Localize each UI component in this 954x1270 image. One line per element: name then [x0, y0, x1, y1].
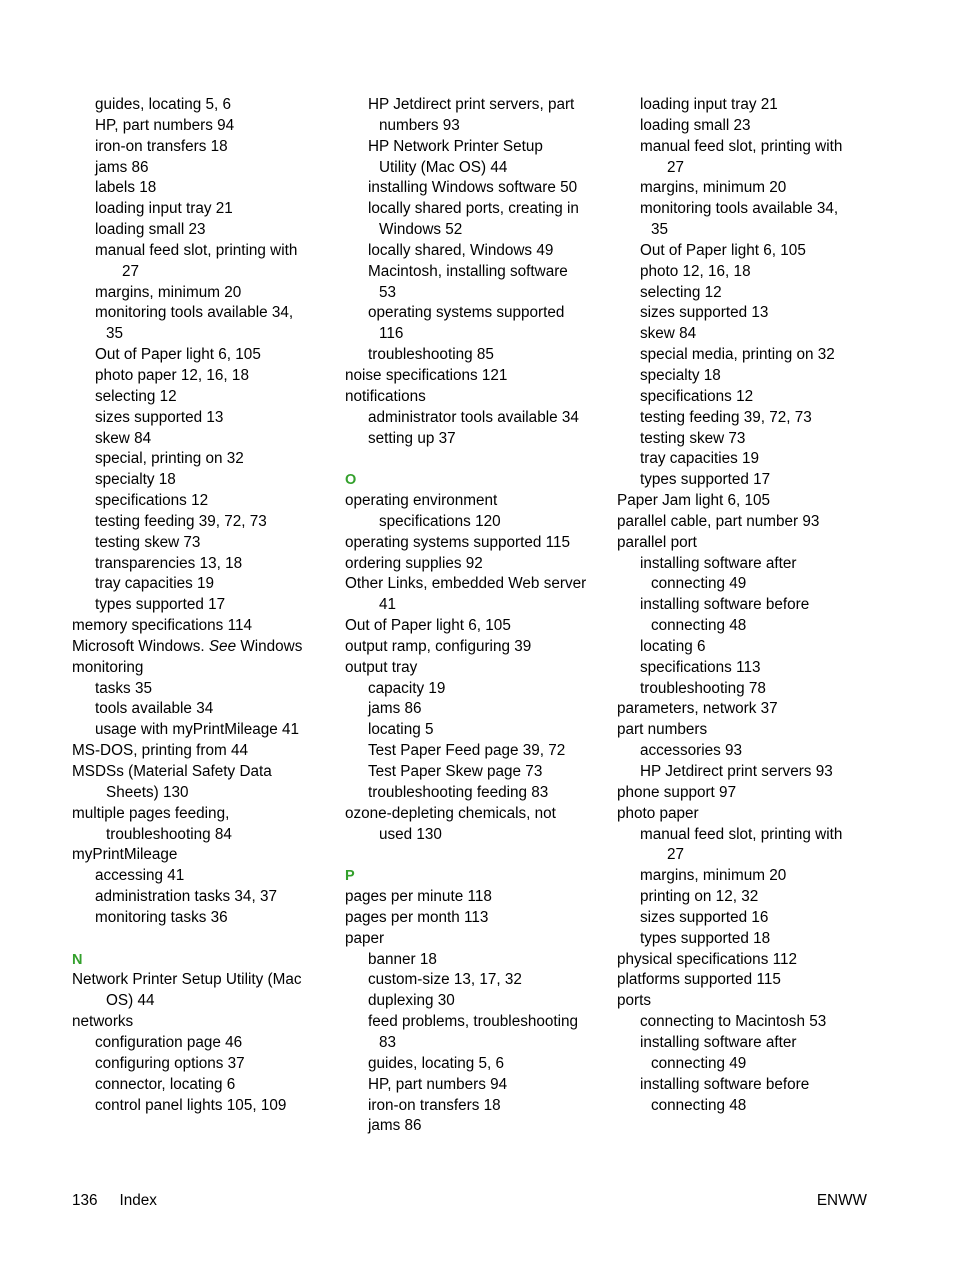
index-entry-text: Microsoft Windows. — [72, 637, 209, 655]
index-entry: accessories 93 — [640, 742, 743, 760]
index-entry: selecting 12 — [95, 387, 177, 405]
index-entry: troubleshooting 78 — [640, 679, 766, 697]
index-entry: 27 — [122, 262, 140, 280]
index-column-3 — [617, 95, 879, 1116]
index-entry: margins, minimum 20 — [640, 867, 787, 885]
index-entry: Sheets) 130 — [106, 783, 189, 801]
index-entry: types supported 18 — [640, 929, 771, 947]
index-entry: connector, locating 6 — [95, 1075, 236, 1093]
index-entry: testing skew 73 — [640, 429, 746, 447]
index-entry: Out of Paper light 6, 105 — [95, 346, 261, 364]
index-entry: memory specifications 114 — [72, 617, 252, 635]
index-entry: 35 — [651, 221, 669, 239]
index-entry: installing software after — [640, 554, 797, 572]
page-footer-left — [72, 1191, 157, 1211]
index-entry: loading small 23 — [95, 221, 206, 239]
index-entry: banner 18 — [368, 950, 437, 968]
index-entry: part numbers — [617, 721, 708, 739]
index-entry: administration tasks 34, 37 — [95, 888, 277, 906]
index-entry: phone support 97 — [617, 783, 737, 801]
index-entry: Windows 52 — [379, 221, 463, 239]
index-entry: monitoring tools available 34, — [95, 304, 294, 322]
index-entry: ports — [617, 992, 652, 1010]
index-entry: connecting 49 — [651, 575, 747, 593]
index-letter-heading: N — [72, 951, 83, 968]
index-entry: administrator tools available 34 — [368, 408, 579, 426]
index-entry: specifications 113 — [640, 658, 761, 676]
index-entry: jams 86 — [368, 1117, 422, 1135]
index-letter-heading: P — [345, 868, 355, 885]
index-entry — [72, 637, 334, 658]
index-entry: operating systems supported — [368, 304, 565, 322]
index-entry: HP, part numbers 94 — [95, 116, 235, 134]
index-entry: connecting to Macintosh 53 — [640, 1013, 827, 1031]
index-entry: installing software after — [640, 1033, 797, 1051]
index-column-1 — [72, 95, 334, 1116]
index-entry: 35 — [106, 325, 124, 343]
index-entry: parallel cable, part number 93 — [617, 512, 820, 530]
index-entry: 83 — [379, 1033, 397, 1051]
index-entry: jams 86 — [95, 158, 149, 176]
section-spacer — [345, 845, 607, 866]
index-entry: feed problems, troubleshooting — [368, 1013, 579, 1031]
index-entry: Test Paper Feed page 39, 72 — [368, 742, 566, 760]
index-entry: HP Jetdirect print servers 93 — [640, 763, 833, 780]
index-entry: Test Paper Skew page 73 — [368, 763, 543, 780]
index-entry: Out of Paper light 6, 105 — [345, 617, 511, 635]
index-entry: printing on 12, 32 — [640, 888, 759, 906]
index-entry: HP, part numbers 94 — [368, 1075, 508, 1093]
index-entry: sizes supported 16 — [640, 908, 769, 926]
index-entry: installing software before — [640, 596, 810, 614]
index-entry: loading small 23 — [640, 116, 751, 134]
index-entry: loading input tray 21 — [95, 200, 233, 218]
index-entry: troubleshooting 84 — [106, 825, 232, 843]
section-spacer — [345, 449, 607, 470]
index-entry: connecting 48 — [651, 1096, 747, 1114]
index-entry: MS-DOS, printing from 44 — [72, 742, 248, 760]
index-entry: locally shared, Windows 49 — [368, 241, 554, 259]
index-entry: transparencies 13, 18 — [95, 554, 243, 572]
index-entry: tray capacities 19 — [95, 575, 215, 593]
index-entry: 27 — [667, 846, 685, 864]
page-number: 136 — [72, 1192, 98, 1209]
index-entry: noise specifications 121 — [345, 366, 508, 384]
index-entry: monitoring tools available 34, — [640, 200, 839, 218]
index-entry: special, printing on 32 — [95, 450, 244, 468]
index-entry: installing Windows software 50 — [368, 179, 578, 197]
index-entry: networks — [72, 1013, 134, 1031]
index-entry: numbers 93 — [379, 116, 460, 134]
index-entry: iron-on transfers 18 — [368, 1096, 501, 1114]
index-entry: physical specifications 112 — [617, 950, 797, 968]
see-reference-keyword: See — [208, 637, 237, 655]
index-entry: monitoring tasks 36 — [95, 908, 228, 926]
index-entry: types supported 17 — [640, 471, 771, 489]
page-footer-right: ENWW — [816, 1192, 867, 1209]
index-entry: 27 — [667, 158, 685, 176]
index-entry: duplexing 30 — [368, 992, 455, 1010]
index-entry: paper — [345, 929, 385, 947]
index-entry: special media, printing on 32 — [640, 346, 835, 364]
section-spacer — [72, 929, 334, 950]
index-entry: Network Printer Setup Utility (Mac — [72, 971, 302, 989]
index-entry: manual feed slot, printing with — [640, 137, 843, 155]
index-entry: parameters, network 37 — [617, 700, 778, 718]
index-column-2 — [345, 95, 607, 1137]
index-entry: photo paper — [617, 804, 699, 822]
index-entry: output tray — [345, 658, 418, 676]
index-entry: configuration page 46 — [95, 1033, 243, 1051]
index-entry: locally shared ports, creating in — [368, 200, 579, 218]
index-entry: sizes supported 13 — [95, 408, 224, 426]
index-entry: manual feed slot, printing with — [640, 825, 843, 843]
index-entry: monitoring — [72, 658, 144, 676]
index-entry: jams 86 — [368, 700, 422, 718]
index-entry: testing feeding 39, 72, 73 — [640, 408, 812, 426]
index-entry: locating 5 — [368, 721, 434, 739]
index-entry: specialty 18 — [95, 471, 176, 489]
index-entry: Out of Paper light 6, 105 — [640, 241, 806, 259]
index-entry: pages per month 113 — [345, 908, 489, 926]
index-entry: photo paper 12, 16, 18 — [95, 366, 249, 384]
index-entry: margins, minimum 20 — [95, 283, 242, 301]
index-entry: output ramp, configuring 39 — [345, 637, 532, 655]
index-entry: ordering supplies 92 — [345, 554, 483, 572]
index-entry: configuring options 37 — [95, 1054, 245, 1072]
index-entry: troubleshooting 85 — [368, 346, 494, 364]
index-entry: guides, locating 5, 6 — [368, 1054, 505, 1072]
index-entry: Utility (Mac OS) 44 — [379, 158, 508, 176]
index-entry: parallel port — [617, 533, 697, 551]
index-entry: tasks 35 — [95, 679, 152, 697]
index-entry: troubleshooting feeding 83 — [368, 783, 549, 801]
index-entry: Macintosh, installing software — [368, 262, 568, 280]
index-entry: photo 12, 16, 18 — [640, 262, 751, 280]
index-entry: notifications — [345, 387, 426, 405]
index-entry: connecting 48 — [651, 617, 747, 635]
index-entry: skew 84 — [640, 325, 697, 343]
index-entry: specifications 12 — [95, 492, 209, 510]
index-entry: 116 — [379, 325, 404, 343]
index-entry: accessing 41 — [95, 867, 185, 885]
index-entry: installing software before — [640, 1075, 810, 1093]
index-entry: capacity 19 — [368, 679, 446, 697]
index-entry: connecting 49 — [651, 1054, 747, 1072]
index-entry: tools available 34 — [95, 700, 214, 718]
index-entry: selecting 12 — [640, 283, 722, 301]
index-entry: guides, locating 5, 6 — [95, 96, 232, 113]
index-entry: multiple pages feeding, — [72, 804, 230, 822]
index-entry: Other Links, embedded Web server — [345, 575, 587, 593]
index-entry: platforms supported 115 — [617, 971, 781, 989]
index-entry: loading input tray 21 — [640, 96, 778, 113]
index-entry: testing skew 73 — [95, 533, 201, 551]
index-letter-heading: O — [345, 472, 357, 489]
index-entry: labels 18 — [95, 179, 157, 197]
index-entry: locating 6 — [640, 637, 706, 655]
index-entry: testing feeding 39, 72, 73 — [95, 512, 267, 530]
index-entry: control panel lights 105, 109 — [95, 1096, 287, 1114]
index-entry: sizes supported 13 — [640, 304, 769, 322]
index-entry: specialty 18 — [640, 366, 721, 384]
index-entry: operating environment — [345, 492, 498, 510]
index-entry: specifications 12 — [640, 387, 754, 405]
index-entry: types supported 17 — [95, 596, 226, 614]
index-entry: iron-on transfers 18 — [95, 137, 228, 155]
index-entry: margins, minimum 20 — [640, 179, 787, 197]
index-entry: pages per minute 118 — [345, 888, 492, 906]
index-entry: operating systems supported 115 — [345, 533, 571, 551]
footer-section: Index — [119, 1192, 157, 1209]
index-entry: ozone-depleting chemicals, not — [345, 804, 556, 822]
index-entry: custom-size 13, 17, 32 — [368, 971, 522, 989]
index-entry: myPrintMileage — [72, 846, 178, 864]
see-reference-target: Windows — [236, 637, 303, 655]
index-entry: manual feed slot, printing with — [95, 241, 298, 259]
index-entry: tray capacities 19 — [640, 450, 760, 468]
index-entry: skew 84 — [95, 429, 152, 447]
index-entry: MSDSs (Material Safety Data — [72, 763, 272, 780]
index-entry: Paper Jam light 6, 105 — [617, 492, 771, 510]
index-entry: 53 — [379, 283, 397, 301]
index-entry: specifications 120 — [379, 512, 501, 530]
index-entry: usage with myPrintMileage 41 — [95, 721, 300, 739]
index-entry: OS) 44 — [106, 992, 155, 1010]
index-entry: used 130 — [379, 825, 442, 843]
index-entry: setting up 37 — [368, 429, 456, 447]
index-entry: HP Jetdirect print servers, part — [368, 96, 575, 113]
index-entry: HP Network Printer Setup — [368, 137, 543, 155]
index-entry: 41 — [379, 596, 397, 614]
